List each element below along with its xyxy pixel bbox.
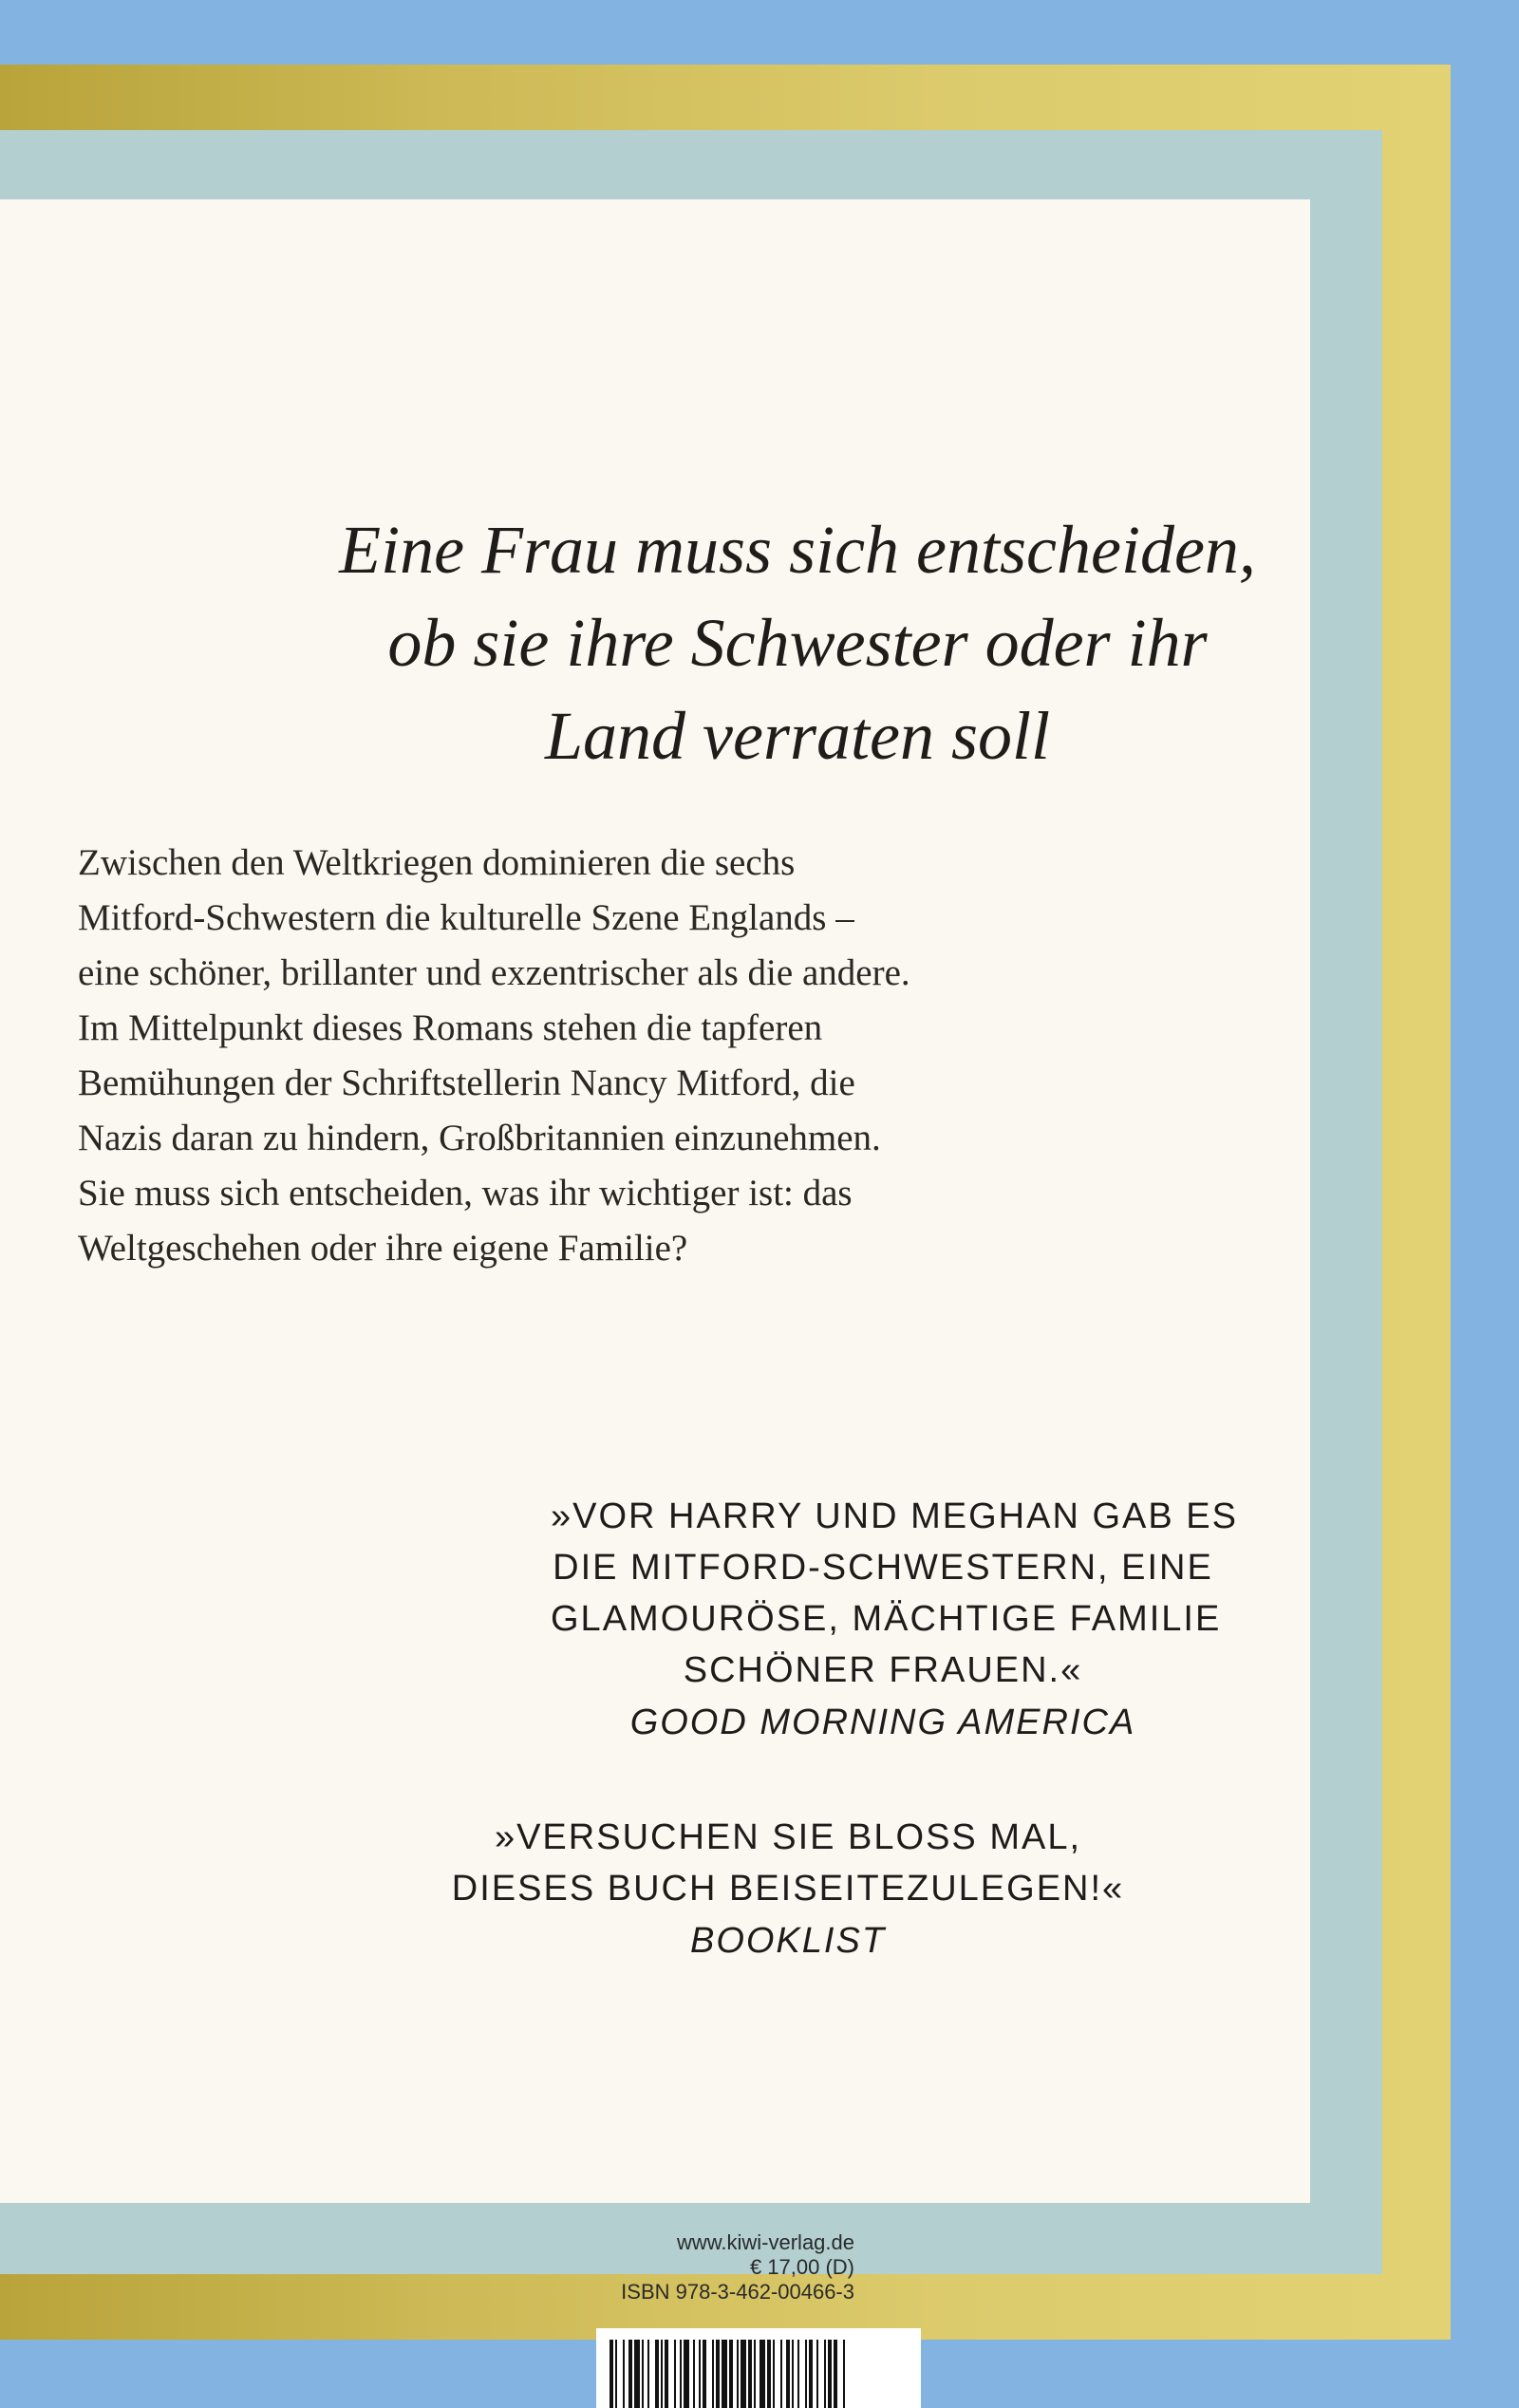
headline: [285, 503, 1310, 782]
barcode-bar: [760, 2340, 765, 2408]
barcode-icon: [596, 2328, 921, 2408]
barcode-bar: [729, 2340, 733, 2408]
barcode-bar: [754, 2340, 756, 2408]
barcode-bar: [703, 2340, 706, 2408]
barcode-bar: [792, 2340, 794, 2408]
barcode: [596, 2328, 921, 2408]
barcode-bar: [642, 2340, 644, 2408]
barcode-bar: [737, 2340, 739, 2408]
blurb-line: Im Mittelpunkt dieses Romans stehen die tapferen: [78, 1007, 823, 1048]
blurb-line: Mitford-Schwestern die kulturelle Szene Englands –: [78, 897, 854, 938]
barcode-bar: [680, 2340, 682, 2408]
barcode-bar: [634, 2340, 640, 2408]
barcode-bar: [655, 2340, 659, 2408]
barcode-bar: [816, 2340, 818, 2408]
barcode-bar: [773, 2340, 775, 2408]
quote-line: »VERSUCHEN SIE BLOSS MAL,: [494, 1817, 1082, 1857]
blurb-line: Sie muss sich entscheiden, was ihr wichtiger ist: das: [78, 1173, 853, 1213]
barcode-bar: [780, 2340, 782, 2408]
barcode-bar: [684, 2340, 689, 2408]
quote-line: »VOR HARRY UND MEGHAN GAB ES: [551, 1496, 1238, 1536]
blurb-line: eine schöner, brillanter und exzentrischer als die andere.: [78, 952, 910, 993]
blurb-line: Nazis daran zu hindern, Großbritannien einzunehmen.: [78, 1118, 881, 1158]
publisher-imprint: [608, 2230, 854, 2305]
headline-line: Land verraten soll: [545, 698, 1050, 774]
barcode-bar: [767, 2340, 771, 2408]
press-quote-booklist: [418, 1812, 1158, 1967]
barcode-bar: [805, 2340, 807, 2408]
press-quote-good-morning-america: [551, 1491, 1238, 1749]
quote-line: DIE MITFORD-SCHWESTERN, EINE: [553, 1548, 1213, 1588]
quote-line: SCHÖNER FRAUEN.«: [683, 1650, 1083, 1690]
blurb-line: Bemühungen der Schriftstellerin Nancy Mitford, die: [78, 1063, 855, 1103]
isbn-label: ISBN 978-3-462-00466-3: [621, 2280, 854, 2304]
headline-line: Eine Frau muss sich entscheiden,: [339, 512, 1256, 588]
barcode-bar: [693, 2340, 695, 2408]
quote-line: DIESES BUCH BEISEITEZULEGEN!«: [451, 1869, 1125, 1909]
barcode-bar: [797, 2340, 799, 2408]
barcode-bar: [843, 2340, 845, 2408]
barcode-bar: [647, 2340, 649, 2408]
barcode-bar: [615, 2340, 617, 2408]
barcode-bar: [674, 2340, 676, 2408]
barcode-bar: [699, 2340, 701, 2408]
barcode-bar: [623, 2340, 625, 2408]
barcode-bar: [828, 2340, 832, 2408]
blurb-line: Weltgeschehen oder ihre eigene Familie?: [78, 1228, 688, 1269]
barcode-bar: [741, 2340, 746, 2408]
barcode-bar: [786, 2340, 790, 2408]
publisher-website: www.kiwi-verlag.de: [676, 2230, 854, 2254]
barcode-bar: [809, 2340, 813, 2408]
headline-line: ob sie ihre Schwester oder ihr: [387, 605, 1208, 681]
price-label: € 17,00 (D): [749, 2255, 854, 2279]
barcode-bar: [834, 2340, 837, 2408]
barcode-bar: [665, 2340, 668, 2408]
barcode-bar: [628, 2340, 632, 2408]
barcode-bar: [716, 2340, 720, 2408]
barcode-bar: [722, 2340, 727, 2408]
barcode-bar: [712, 2340, 714, 2408]
barcode-bar: [824, 2340, 826, 2408]
blurb-line: Zwischen den Weltkriegen dominieren die sechs: [78, 842, 796, 883]
blurb-text: [78, 836, 1284, 1276]
barcode-bar: [748, 2340, 752, 2408]
quote-line: GLAMOURÖSE, MÄCHTIGE FAMILIE: [551, 1599, 1222, 1639]
barcode-bar: [609, 2340, 613, 2408]
quote-source: GOOD MORNING AMERICA: [629, 1703, 1136, 1742]
quote-source: BOOKLIST: [689, 1921, 887, 1961]
barcode-bar: [661, 2340, 663, 2408]
